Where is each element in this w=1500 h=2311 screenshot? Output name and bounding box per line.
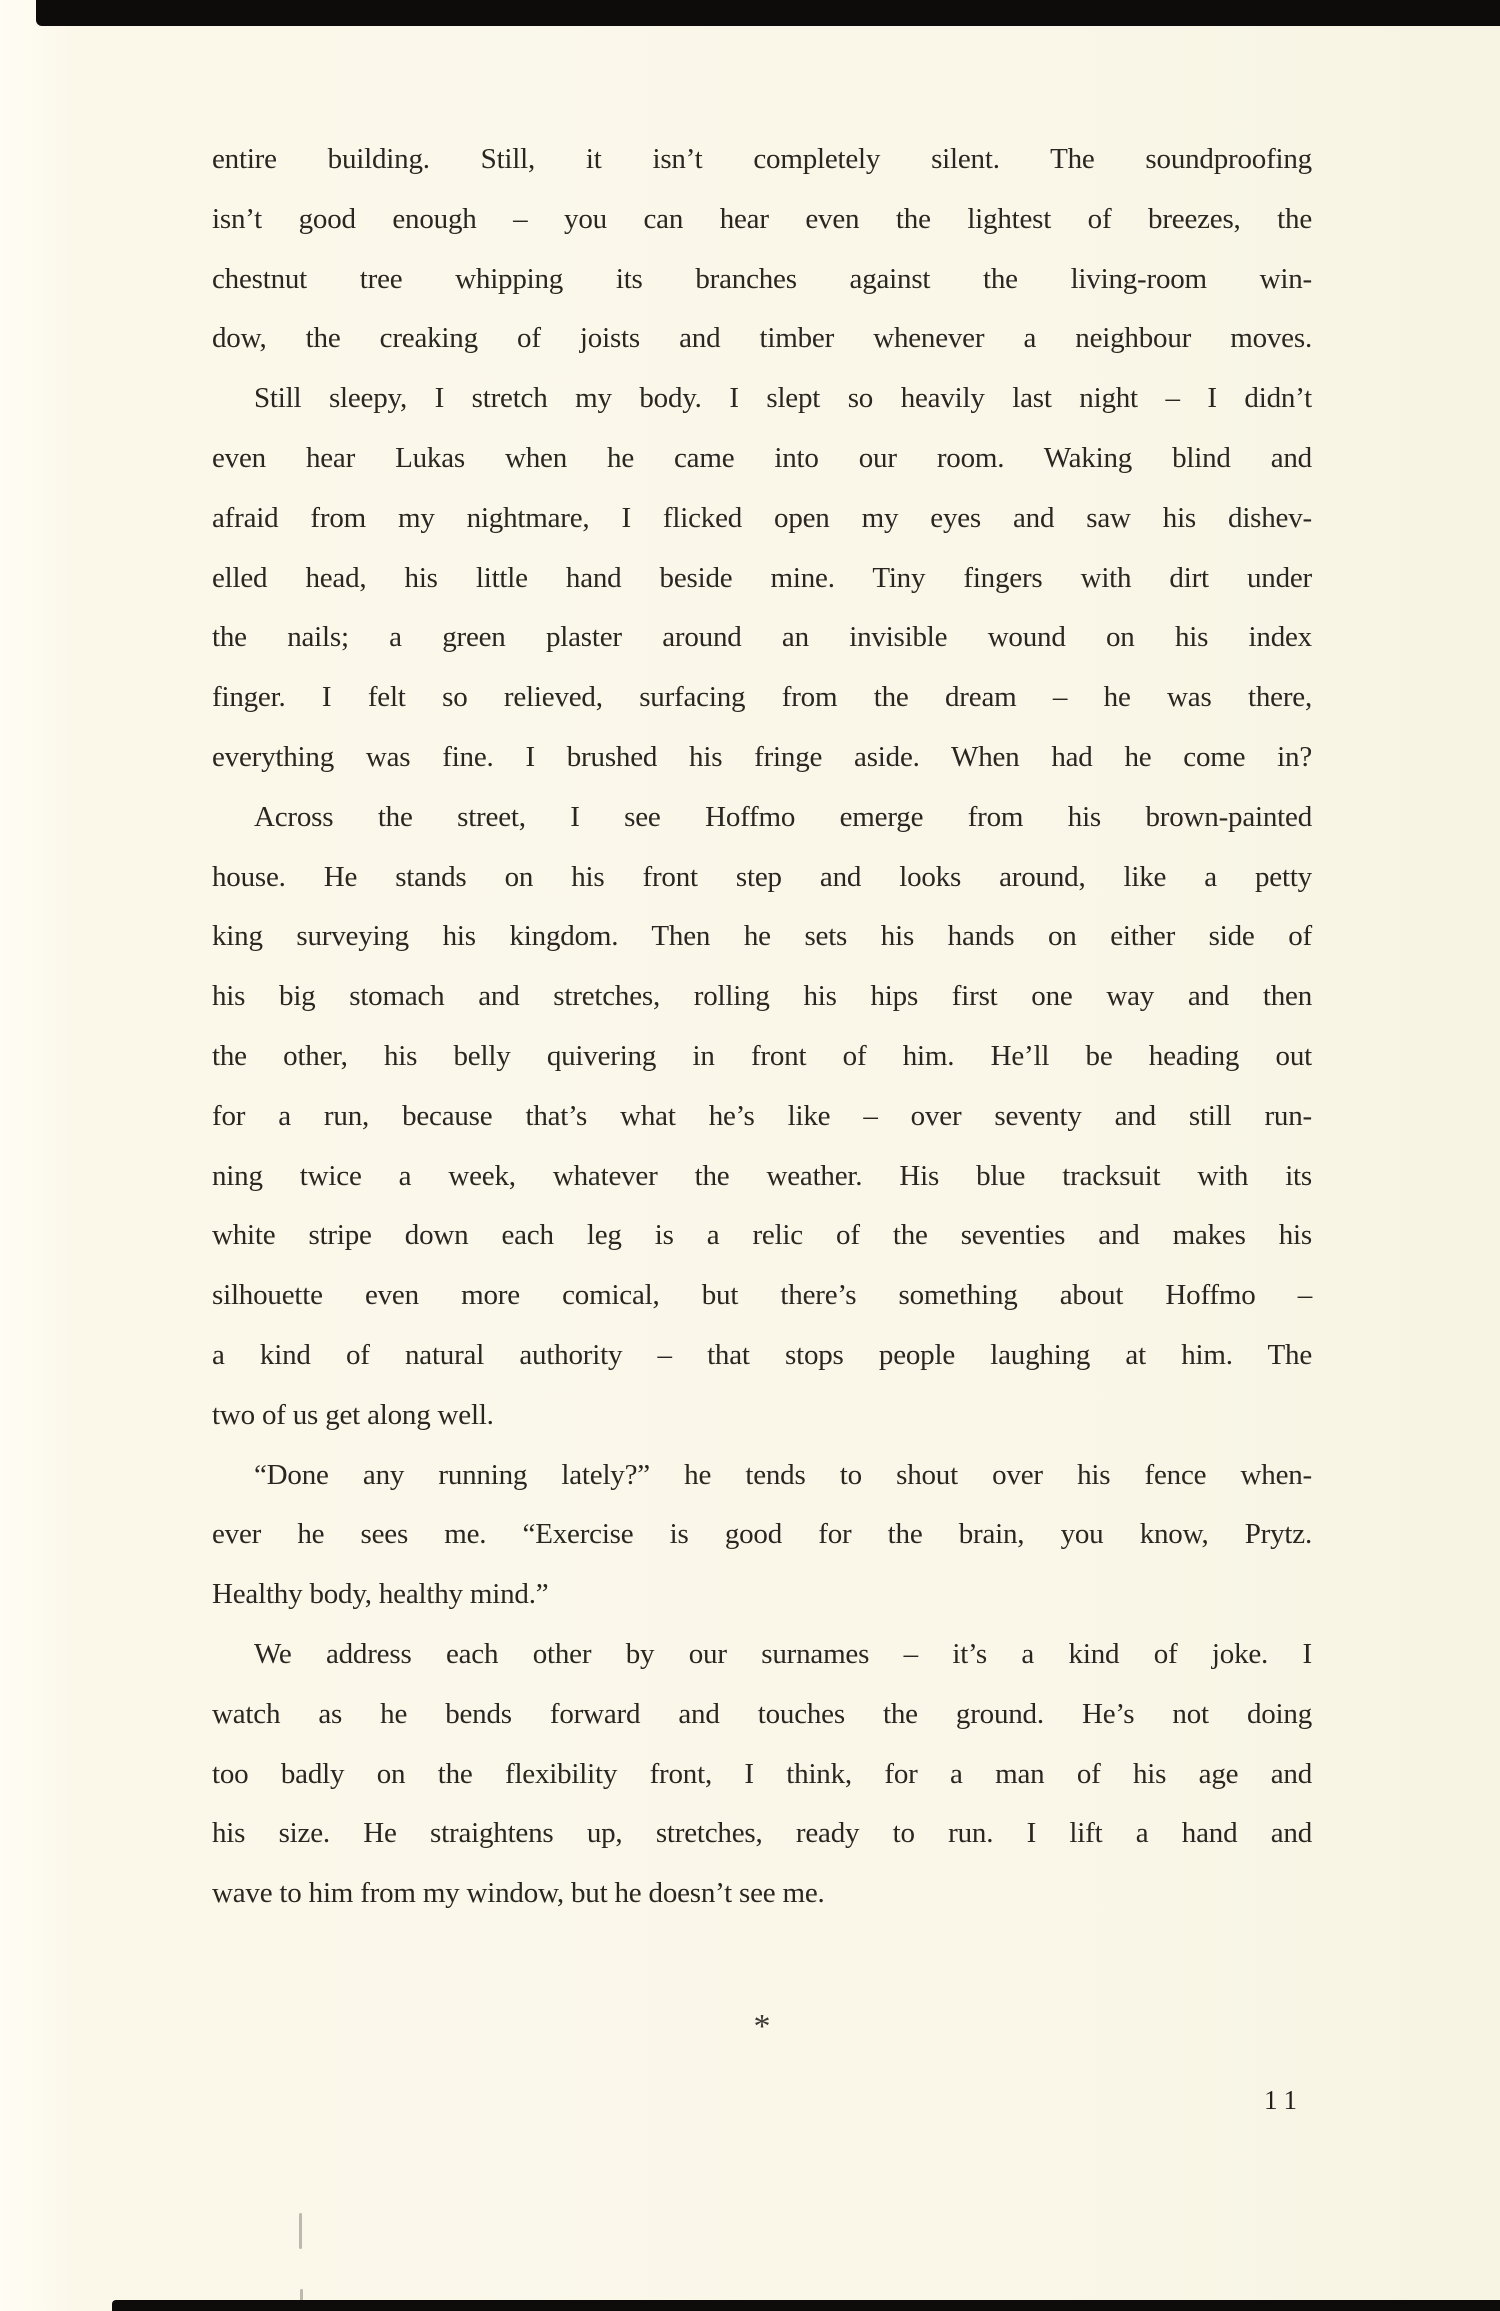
text-line: for a run, because that’s what he’s like – over seventy and still run- — [212, 1099, 1312, 1132]
text-line: afraid from my nightmare, I flicked open my eyes and saw his dishev- — [212, 501, 1312, 534]
text-line: too badly on the flexibility front, I think, for a man of his age and — [212, 1757, 1312, 1790]
text-line: the nails; a green plaster around an invisible wound on his index — [212, 621, 1312, 654]
text-line: his big stomach and stretches, rolling his hips first one way and then — [212, 980, 1312, 1013]
text-line: the other, his belly quivering in front of him. He’ll be heading out — [212, 1039, 1312, 1072]
text-line: ning twice a week, whatever the weather. His blue tracksuit with its — [212, 1159, 1312, 1192]
text-line: entire building. Still, it isn’t completely silent. The soundproofing — [212, 143, 1312, 175]
scan-mark-upper-tick — [299, 2213, 302, 2249]
scan-artifact-top-band — [36, 0, 1500, 26]
text-line: We address each other by our surnames – it’s a kind of joke. I — [254, 1637, 1312, 1670]
text-line: isn’t good enough – you can hear even the lightest of breezes, the — [212, 202, 1312, 235]
scan-artifact-bottom-band — [112, 2300, 1500, 2311]
section-separator-asterisk: * — [753, 2008, 771, 2045]
text-line: silhouette even more comical, but there’s something about Hoffmo – — [212, 1279, 1312, 1312]
text-line: “Done any running lately?” he tends to shout over his fence when- — [254, 1458, 1312, 1491]
text-line: elled head, his little hand beside mine. Tiny fingers with dirt under — [212, 561, 1312, 594]
text-line: everything was fine. I brushed his fringe aside. When had he come in? — [212, 740, 1312, 773]
text-line: king surveying his kingdom. Then he sets his hands on either side of — [212, 920, 1312, 953]
text-line: wave to him from my window, but he doesn’t see me. — [212, 1877, 825, 1910]
text-line: two of us get along well. — [212, 1398, 494, 1431]
text-line: house. He stands on his front step and looks around, like a petty — [212, 860, 1312, 893]
text-line: his size. He straightens up, stretches, ready to run. I lift a hand and — [212, 1817, 1312, 1850]
text-line: finger. I felt so relieved, surfacing from the dream – he was there, — [212, 681, 1312, 714]
text-line: a kind of natural authority – that stops people laughing at him. The — [212, 1338, 1312, 1371]
text-line: watch as he bends forward and touches the ground. He’s not doing — [212, 1697, 1312, 1730]
text-line: dow, the creaking of joists and timber whenever a neighbour moves. — [212, 322, 1312, 355]
text-line: chestnut tree whipping its branches against the living-room win- — [212, 262, 1312, 295]
page-number: 11 — [1264, 2085, 1304, 2115]
text-line: white stripe down each leg is a relic of the seventies and makes his — [212, 1219, 1312, 1252]
text-line: Still sleepy, I stretch my body. I slept so heavily last night – I didn’t — [254, 382, 1312, 415]
text-line: even hear Lukas when he came into our room. Waking blind and — [212, 441, 1312, 474]
text-line: ever he sees me. “Exercise is good for the brain, you know, Prytz. — [212, 1518, 1312, 1551]
body-text-block — [212, 130, 1312, 1924]
text-line: Across the street, I see Hoffmo emerge from his brown-painted — [254, 800, 1312, 833]
text-line: Healthy body, healthy mind.” — [212, 1578, 549, 1611]
